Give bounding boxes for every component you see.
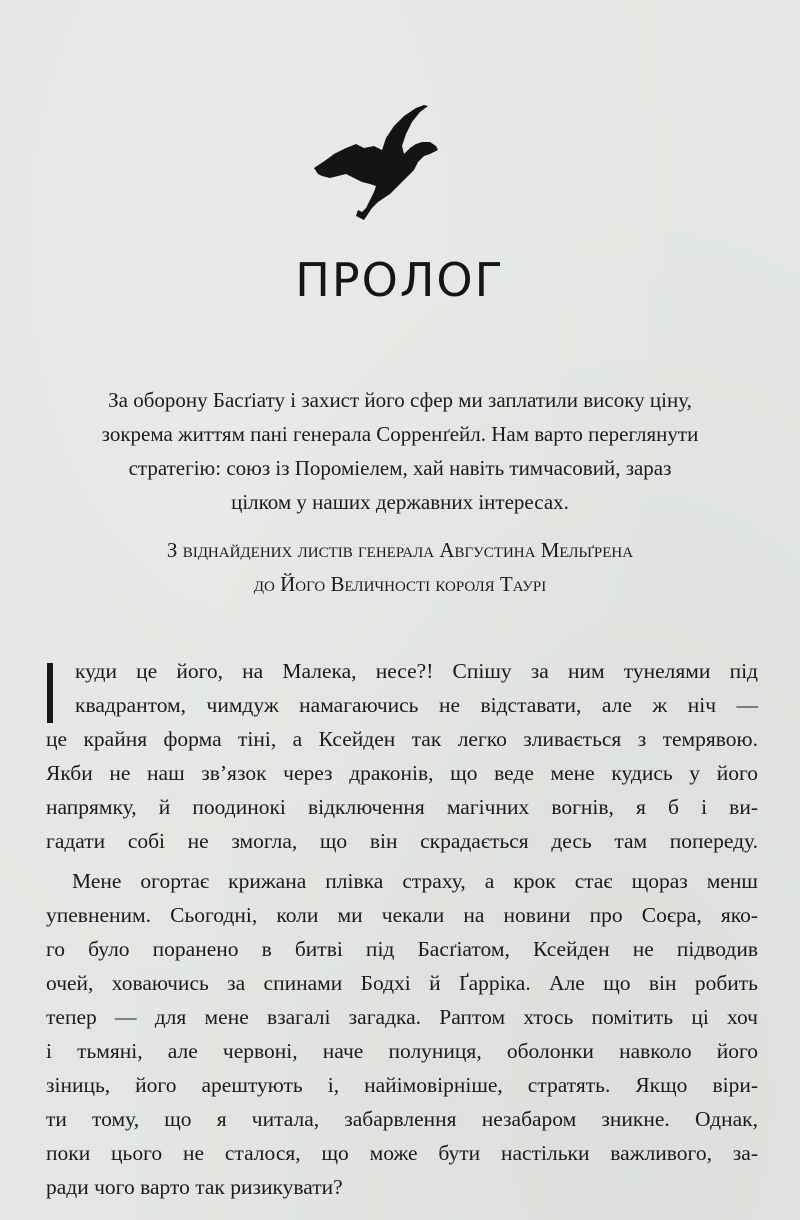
dragon-silhouette-icon bbox=[312, 104, 442, 224]
epigraph-line: зокрема життям пані генерала Сорренґейл. Нам варто переглянути bbox=[101, 422, 699, 446]
body-text bbox=[46, 654, 758, 1204]
text-line: поки цього не сталося, що може бути настільки важливого, за- bbox=[46, 1141, 758, 1165]
text-line: і тьмяні, але червоні, наче полуниця, оболонки навколо його bbox=[46, 1039, 758, 1063]
text-line: ради чого варто так ризикувати? bbox=[46, 1175, 343, 1199]
text-line: куди це його, на Малека, несе?! Спішу за ним тунелями під bbox=[75, 659, 758, 683]
epigraph-attribution bbox=[40, 533, 760, 601]
text-line: це крайня форма тіні, а Ксейден так легко зливається з темрявою. bbox=[46, 727, 758, 751]
epigraph-quote bbox=[40, 383, 760, 519]
text-line: ти тому, що я читала, забарвлення незабаром зникне. Однак, bbox=[46, 1107, 758, 1131]
text-line: зіниць, його арештують і, найімовірніше, стратять. Якщо віри- bbox=[46, 1073, 758, 1097]
chapter-title: ПРОЛОГ bbox=[295, 253, 505, 307]
epigraph-line: За оборону Басґіату і захист його сфер ми заплатили високу ціну, bbox=[108, 388, 692, 412]
epigraph-line: стратегію: союз із Пороміелем, хай навіть тимчасовий, зараз bbox=[128, 456, 672, 480]
attribution-line: до Його Величності короля Таурі bbox=[253, 572, 547, 596]
text-line: тепер — для мене взагалі загадка. Раптом хтось помітить ці хоч bbox=[46, 1005, 758, 1029]
text-line: квадрантом, чимдуж намагаючись не відставати, але ж ніч — bbox=[75, 693, 758, 717]
text-line: напрямку, й поодинокі відключення магічних вогнів, я б і ви- bbox=[46, 795, 758, 819]
text-line: упевненим. Сьогодні, коли ми чекали на новини про Соєра, яко- bbox=[46, 903, 758, 927]
text-line: го було поранено в битві під Басґіатом, Ксейден не підводив bbox=[46, 937, 758, 961]
text-line: Якби не наш зв’язок через драконів, що веде мене кудись у його bbox=[46, 761, 758, 785]
text-line: Мене огортає крижана плівка страху, а крок стає щораз менш bbox=[72, 869, 758, 893]
attribution-line: З віднайдених листів генерала Августина Мельґрена bbox=[166, 538, 634, 562]
paragraph-1 bbox=[46, 654, 758, 858]
text-line: гадати собі не змогла, що він скрадається десь там попереду. bbox=[46, 829, 758, 853]
text-line: очей, ховаючись за спинами Бодхі й Ґарріка. Але що він робить bbox=[46, 971, 758, 995]
epigraph-line: цілком у наших державних інтересах. bbox=[231, 490, 569, 514]
paragraph-2 bbox=[46, 864, 758, 1204]
